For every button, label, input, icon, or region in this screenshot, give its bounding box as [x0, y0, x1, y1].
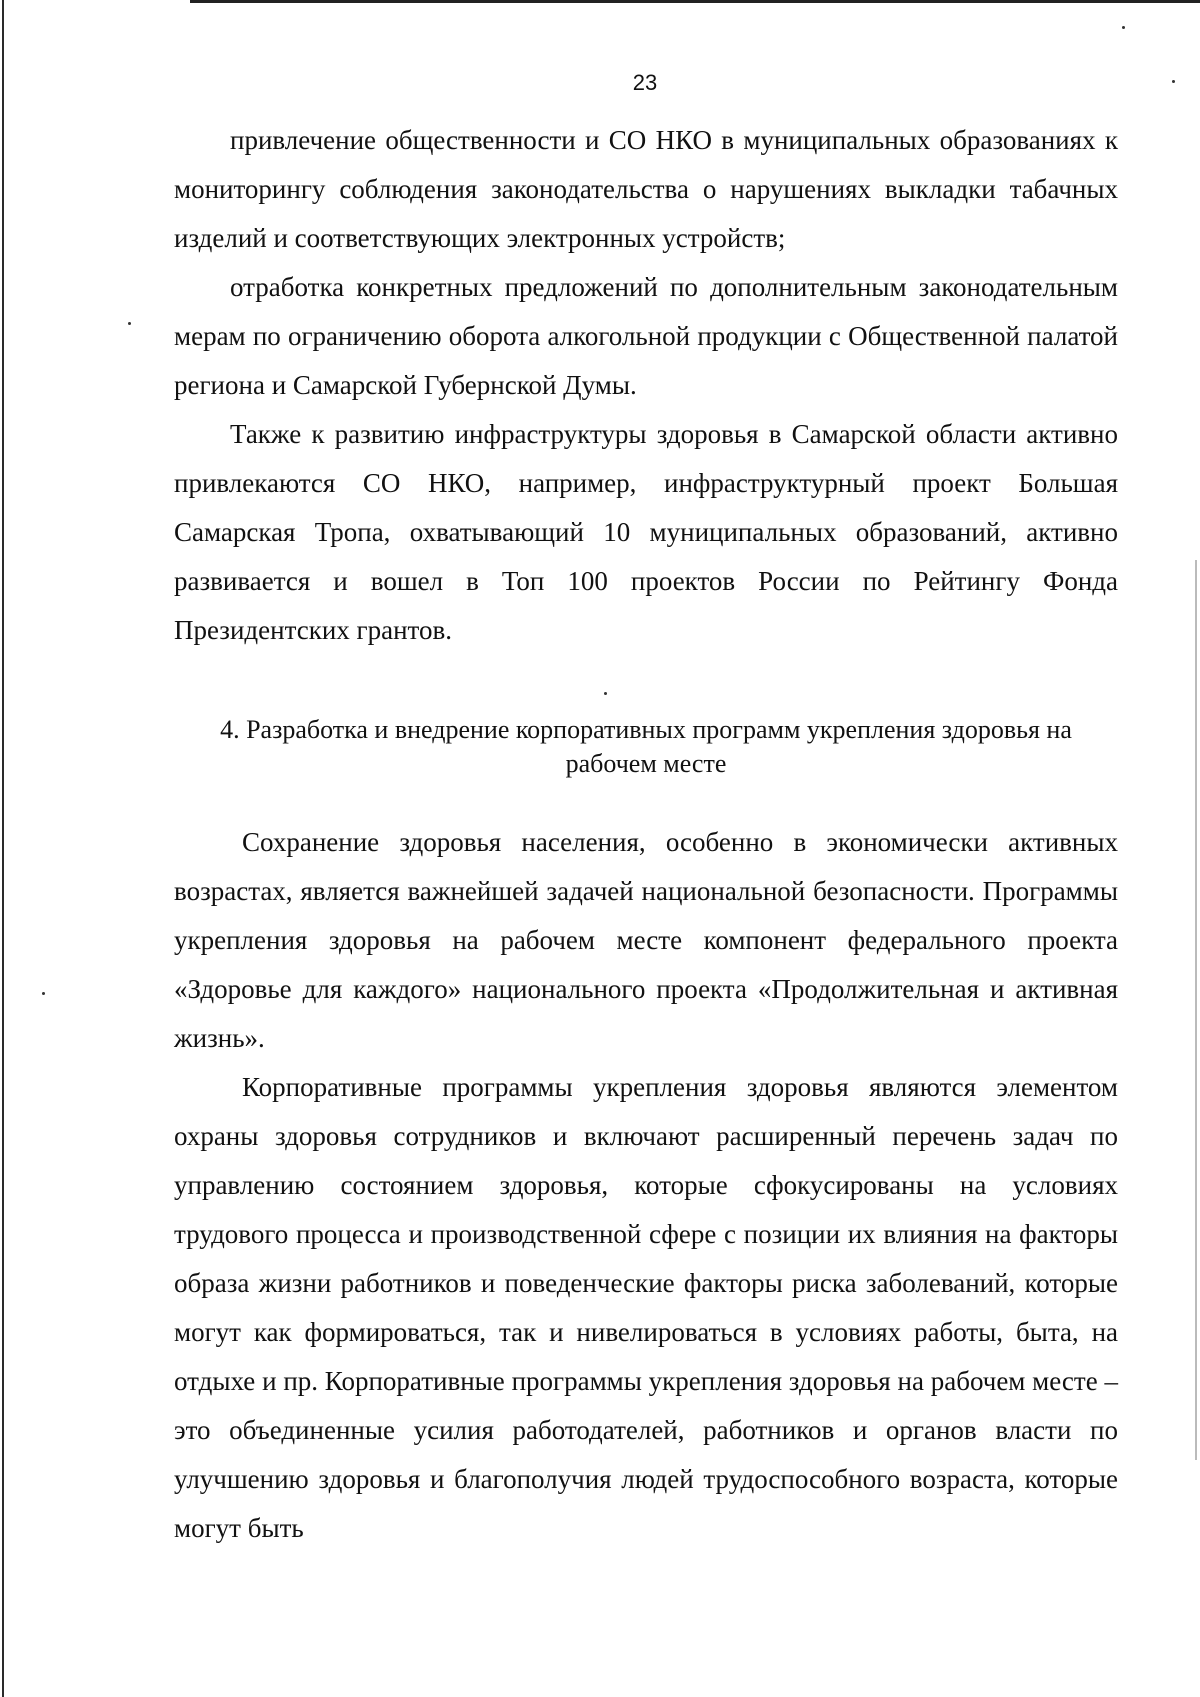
paragraph-public-involvement: привлечение общественности и СО НКО в муниципальных образованиях к мониторингу соблюдения законодательства о нарушениях выкладки табачных изделий и соответствующих электронных устройств;: [174, 125, 1118, 253]
scan-edge-top: [190, 0, 1200, 3]
scan-speck: [128, 322, 131, 325]
paragraph-health-infrastructure: Также к развитию инфраструктуры здоровья в Самарской области активно привлекаются СО НКО, например, инфраструктурный проект Большая Самарская Тропа, охватывающий 10 муниципальных образований, активно развивается и вошел в Топ 100 проектов России по Рейтингу Фонда Президентских грантов.: [174, 419, 1118, 645]
scan-edge-left: [2, 0, 4, 1697]
paragraph-legislative-proposals: отработка конкретных предложений по дополнительным законодательным мерам по ограничению оборота алкогольной продукции с Общественной палатой региона и Самарской Губернской Думы.: [174, 272, 1118, 400]
section-heading-line-2: рабочем месте: [565, 749, 727, 778]
paragraph-health-preservation: Сохранение здоровья населения, особенно в экономически активных возрастах, является важнейшей задачей национальной безопасности. Программы укрепления здоровья на рабочем месте компонент федерального проекта «Здоровье для каждого» национального проекта «Продолжительная и активная жизнь».: [174, 827, 1118, 1053]
section-1-body: [174, 116, 1118, 655]
scan-speck: [1122, 26, 1125, 29]
section-heading-line-1: 4. Разработка и внедрение корпоративных программ укрепления здоровья на: [220, 715, 1072, 744]
scan-edge-right: [1195, 560, 1197, 1460]
scan-speck: [604, 692, 607, 695]
scan-speck: [1172, 80, 1175, 83]
scan-speck: [42, 992, 45, 995]
section-heading: [174, 713, 1118, 781]
paragraph-corporate-programs: Корпоративные программы укрепления здоровья являются элементом охраны здоровья сотрудников и включают расширенный перечень задач по управлению состоянием здоровья, которые сфокусированы на условиях трудового процесса и производственной сфере с позиции их влияния на факторы образа жизни работников и поведенческие факторы риска заболеваний, которые могут как формироваться, так и нивелироваться в условиях работы, быта, на отдыхе и пр. Корпоративные программы укрепления здоровья на рабочем месте – это объединенные усилия работодателей, работников и органов власти по улучшению здоровья и благополучия людей трудоспособного возраста, которые могут быть: [174, 1072, 1118, 1543]
page-number: 23: [632, 70, 658, 95]
section-2-body: [174, 818, 1118, 1553]
